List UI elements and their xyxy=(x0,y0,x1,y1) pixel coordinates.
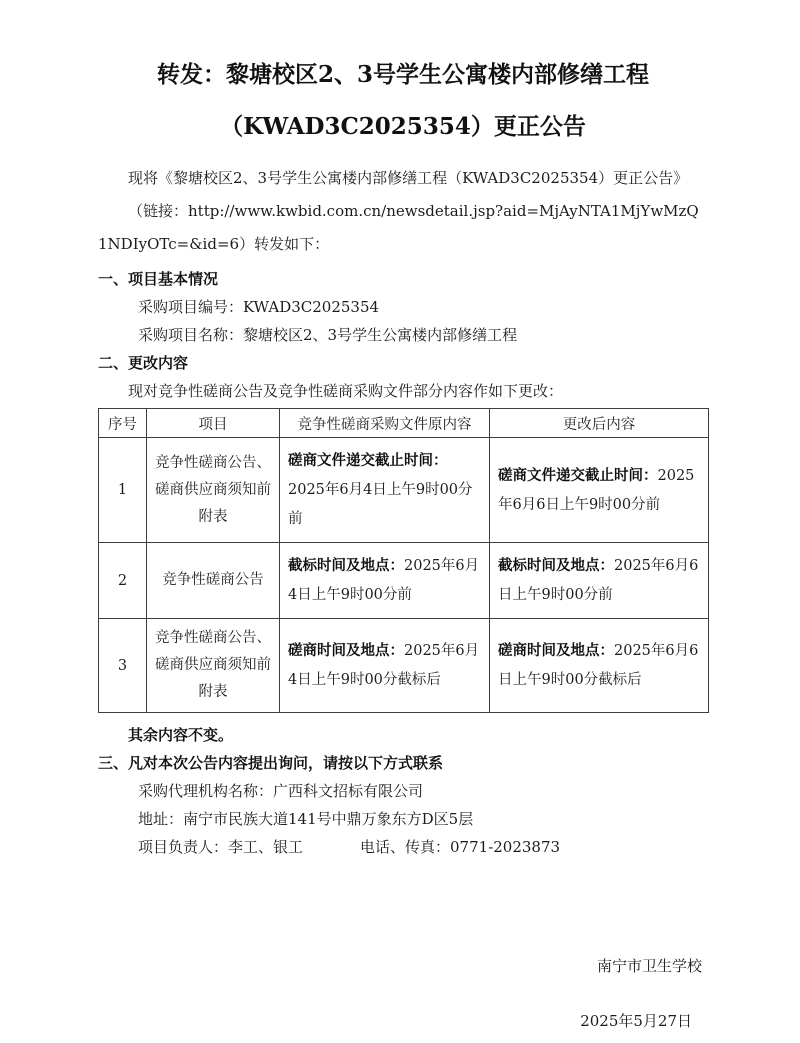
row2-original-value: 2025年6月4日上午9时00分前 xyxy=(288,558,480,603)
table-row xyxy=(99,438,709,543)
header-cell-item: 项目 xyxy=(147,409,280,438)
responsible-person: 项目负责人：李工、银工 xyxy=(138,838,304,856)
row1-item: 竞争性磋商公告、磋商供应商须知前附表 xyxy=(147,438,280,543)
row2-original-content xyxy=(280,543,490,619)
row2-no: 2 xyxy=(99,543,147,619)
issuing-organization: 南宁市卫生学校 xyxy=(596,957,702,975)
phone-fax: 电话、传真：0771-2023873 xyxy=(360,838,561,856)
row1-changed-value: 2025年6月6日上午9时00分前 xyxy=(498,467,695,513)
section-changes xyxy=(98,349,708,749)
title-line-2: （KWAD3C2025354）更正公告 xyxy=(220,113,586,140)
header-cell-changed: 更改后内容 xyxy=(490,409,709,438)
row2-changed-label: 截标时间及地点： xyxy=(498,557,614,574)
section-basic-info xyxy=(98,265,708,349)
contact-spacer xyxy=(303,833,360,861)
project-number-value: KWAD3C2025354 xyxy=(243,298,380,316)
row3-original-value: 2025年6月4日上午9时00分截标后 xyxy=(288,643,480,688)
row3-item: 竞争性磋商公告、磋商供应商须知前附表 xyxy=(147,619,280,713)
row1-original-value: 2025年6月4日上午9时00分前 xyxy=(288,482,473,527)
table-row xyxy=(99,543,709,619)
changes-table xyxy=(98,408,709,713)
row3-changed-content xyxy=(490,619,709,713)
table-row xyxy=(99,619,709,713)
row3-original-label: 磋商时间及地点： xyxy=(288,642,404,659)
project-number-line xyxy=(98,293,708,321)
row2-changed-value: 2025年6月6日上午9时00分前 xyxy=(498,558,699,603)
row1-changed-label: 磋商文件递交截止时间： xyxy=(498,466,658,484)
signature-block xyxy=(98,955,708,1032)
row1-changed-content xyxy=(490,438,709,543)
row1-original-label: 磋商文件递交截止时间： xyxy=(288,452,448,469)
contact-line xyxy=(98,833,708,861)
project-name-label: 采购项目名称： xyxy=(138,326,244,344)
agency-line: 采购代理机构名称：广西科文招标有限公司 xyxy=(138,782,424,800)
title-line-1: 转发：黎塘校区2、3号学生公寓楼内部修缮工程 xyxy=(156,61,649,88)
section2-heading: 二、更改内容 xyxy=(98,354,189,372)
issue-date: 2025年5月27日 xyxy=(580,1012,692,1030)
header-cell-no: 序号 xyxy=(99,409,147,438)
header-cell-original: 竞争性磋商采购文件原内容 xyxy=(280,409,490,438)
section-contact xyxy=(98,749,708,861)
address-line: 地址：南宁市民族大道141号中鼎万象东方D区5层 xyxy=(138,810,474,828)
project-name-line xyxy=(98,321,708,349)
unchanged-note: 其余内容不变。 xyxy=(128,726,234,744)
row1-no: 1 xyxy=(99,438,147,543)
intro-block xyxy=(98,162,708,261)
row3-original-content xyxy=(280,619,490,713)
section3-heading: 三、凡对本次公告内容提出询问，请按以下方式联系 xyxy=(98,754,444,772)
section2-intro: 现对竞争性磋商公告及竞争性磋商采购文件部分内容作如下更改： xyxy=(128,382,564,400)
section1-heading: 一、项目基本情况 xyxy=(98,270,219,288)
row3-changed-label: 磋商时间及地点： xyxy=(498,642,614,659)
row3-no: 3 xyxy=(99,619,147,713)
document-title xyxy=(98,60,708,142)
intro-paragraph-1: 现将《黎塘校区2、3号学生公寓楼内部修缮工程（KWAD3C2025354）更正公告》 xyxy=(128,169,689,187)
row2-changed-content xyxy=(490,543,709,619)
project-number-label: 采购项目编号： xyxy=(138,298,244,316)
table-header-row xyxy=(99,409,709,438)
row2-original-label: 截标时间及地点： xyxy=(288,557,404,574)
intro-paragraph-2: （链接：http://www.kwbid.com.cn/newsdetail.jsp?aid=MjAyNTA1MjYwMzQ1NDIyOTc=&id=6）转发如下： xyxy=(98,202,699,253)
row3-changed-value: 2025年6月6日上午9时00分截标后 xyxy=(498,643,699,688)
row1-original-content xyxy=(280,438,490,543)
row2-item: 竞争性磋商公告 xyxy=(147,543,280,619)
project-name-value: 黎塘校区2、3号学生公寓楼内部修缮工程 xyxy=(243,326,518,344)
